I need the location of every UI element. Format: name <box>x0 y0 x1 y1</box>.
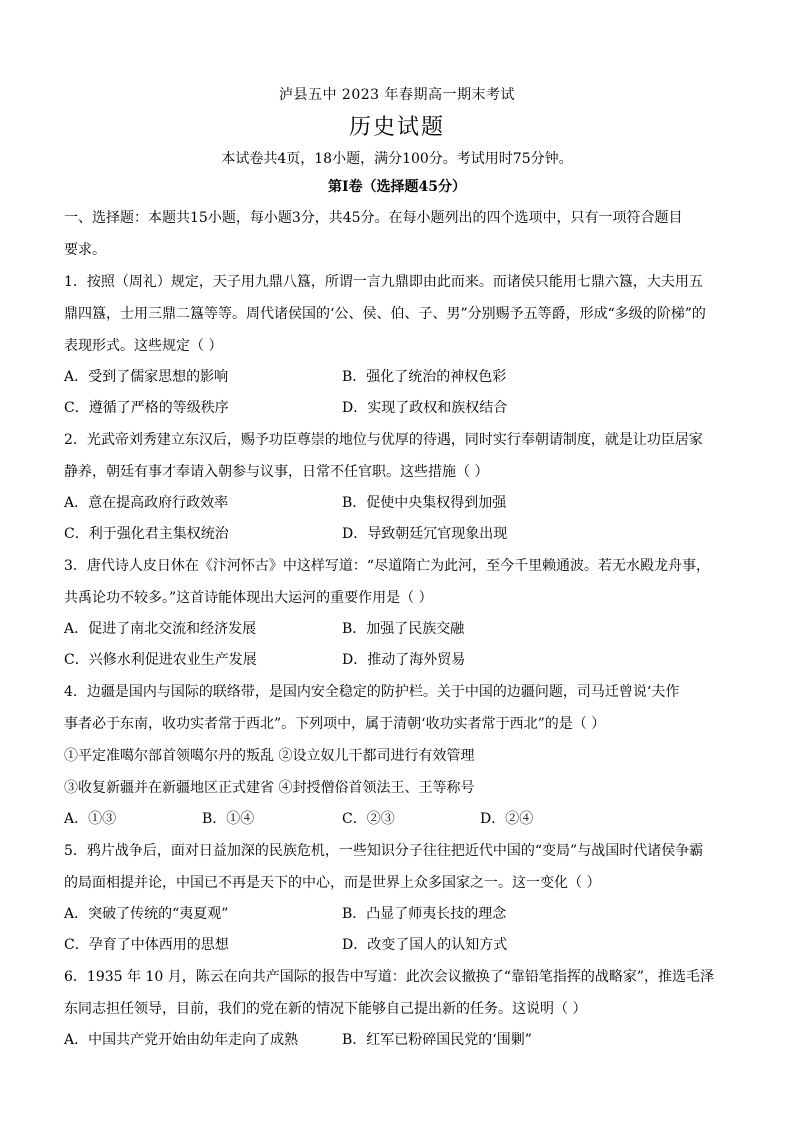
option-row <box>64 1025 726 1056</box>
question-3 <box>64 550 726 676</box>
option-row <box>64 804 726 835</box>
question-4 <box>64 676 726 835</box>
subject-title: 历史试题 <box>348 115 445 140</box>
volume-title: 第Ⅰ卷（选择题45分） <box>327 179 467 195</box>
question-text: 事者必于东南，收功实者常于西北”。下列项中，属于清朝‘收功实者常于西北”的是（ ） <box>64 716 606 732</box>
question-6 <box>64 961 726 1056</box>
question-body <box>64 202 726 1056</box>
question-1 <box>64 266 726 424</box>
question-2 <box>64 424 726 550</box>
option-d: D．实现了政权和族权结合 <box>342 400 508 416</box>
option-c: C．利于强化君主集权统治 <box>64 526 229 542</box>
question-statement: ①平定准噶尔部首领噶尔丹的叛乱 ②设立奴儿干都司进行有效管理 <box>64 748 475 764</box>
school-exam-title: 泸县五中 2023 年春期高一期末考试 <box>278 87 516 103</box>
option-b: B．促使中央集权得到加强 <box>342 495 507 511</box>
question-statement: ③收复新疆并在新疆地区正式建省 ④封授僧俗首领法王、王等称号 <box>64 780 475 796</box>
question-text: 共禹论功不较多。”这首诗能体现出大运河的重要作用是（ ） <box>64 590 433 606</box>
question-text: 2．光武帝刘秀建立东汉后，赐予功臣尊崇的地位与优厚的待遇，同时实行奉朝请制度，就是让功臣居家 <box>64 432 703 448</box>
question-5 <box>64 835 726 961</box>
option-a: A．促进了南北交流和经济发展 <box>64 621 257 637</box>
question-text: 4．边疆是国内与国际的联络带，是国内安全稳定的防护栏。关于中国的边疆问题，司马迁曾说‘夫作 <box>64 684 680 700</box>
option-row <box>64 899 726 930</box>
question-text: 静养，朝廷有事才奉请入朝参与议事，日常不任官职。这些措施（ ） <box>64 464 489 480</box>
option-c: C．遵循了严格的等级秩序 <box>64 400 229 416</box>
option-row <box>64 930 726 961</box>
question-text: 东同志担任领导，目前，我们的党在新的情况下能够自己提出新的任务。这说明（ ） <box>64 1001 587 1017</box>
option-row <box>64 488 726 519</box>
option-d: D．推动了海外贸易 <box>342 652 466 668</box>
option-b: B．红军已粉碎国民党的‘围剿” <box>342 1032 532 1048</box>
option-a: A．突破了传统的“夷夏观” <box>64 906 229 922</box>
option-a: A．意在提高政府行政效率 <box>64 495 229 511</box>
option-a: A．受到了儒家思想的影响 <box>64 369 229 385</box>
question-text: 1．按照（周礼）规定，天子用九鼎八簋，所谓一言九鼎即由此而来。而诸侯只能用七鼎六簋，大夫用五 <box>64 274 703 290</box>
question-text: 的局面相提并论，中国已不再是天下的中心，而是世界上众多国家之一。这一变化（ ） <box>64 875 601 891</box>
option-a: A．①③ <box>64 811 117 827</box>
option-c: C．兴修水利促进农业生产发展 <box>64 652 257 668</box>
question-text: 3．唐代诗人皮日休在《汴河怀古》中这样写道：“尽道隋亡为此河，至今千里赖通波。若无水殿龙舟事， <box>64 558 711 574</box>
option-row <box>64 614 726 645</box>
option-c: C．②③ <box>342 811 395 827</box>
option-b: B．①④ <box>202 811 255 827</box>
section-instruction: 要求。 <box>64 242 106 258</box>
option-row <box>64 645 726 676</box>
option-d: D．改变了国人的认知方式 <box>342 937 508 953</box>
option-d: D．②④ <box>480 811 534 827</box>
exam-info: 本试卷共4页，18小题，满分100分。考试用时75分钟。 <box>221 151 573 167</box>
question-text: 表现形式。这些规定（ ） <box>64 338 223 354</box>
option-b: B．加强了民族交融 <box>342 621 465 637</box>
option-c: C．孕育了中体西用的思想 <box>64 937 229 953</box>
option-d: D．导致朝廷冗官现象出现 <box>342 526 508 542</box>
option-a: A．中国共产党开始由幼年走向了成熟 <box>64 1032 299 1048</box>
option-b: B．凸显了师夷长技的理念 <box>342 906 507 922</box>
option-row <box>64 519 726 550</box>
option-row <box>64 393 726 424</box>
question-text: 鼎四簋，士用三鼎二簋等等。周代诸侯国的‘公、侯、伯、子、男”分别赐予五等爵，形成“多级的阶梯”的 <box>64 306 706 322</box>
question-text: 5．鸦片战争后，面对日益加深的民族危机，一些知识分子往往把近代中国的“变局”与战国时代诸侯争霸 <box>64 843 704 859</box>
question-text: 6．1935 年 10 月，陈云在向共产国际的报告中写道：此次会议撤换了“靠铅笔指挥的战略家”，推选毛泽 <box>64 969 715 985</box>
option-row <box>64 362 726 393</box>
option-b: B．强化了统治的神权色彩 <box>342 369 507 385</box>
section-instruction: 一、选择题：本题共15小题，每小题3分，共45分。在每小题列出的四个选项中，只有一项符合题目 <box>64 210 683 226</box>
